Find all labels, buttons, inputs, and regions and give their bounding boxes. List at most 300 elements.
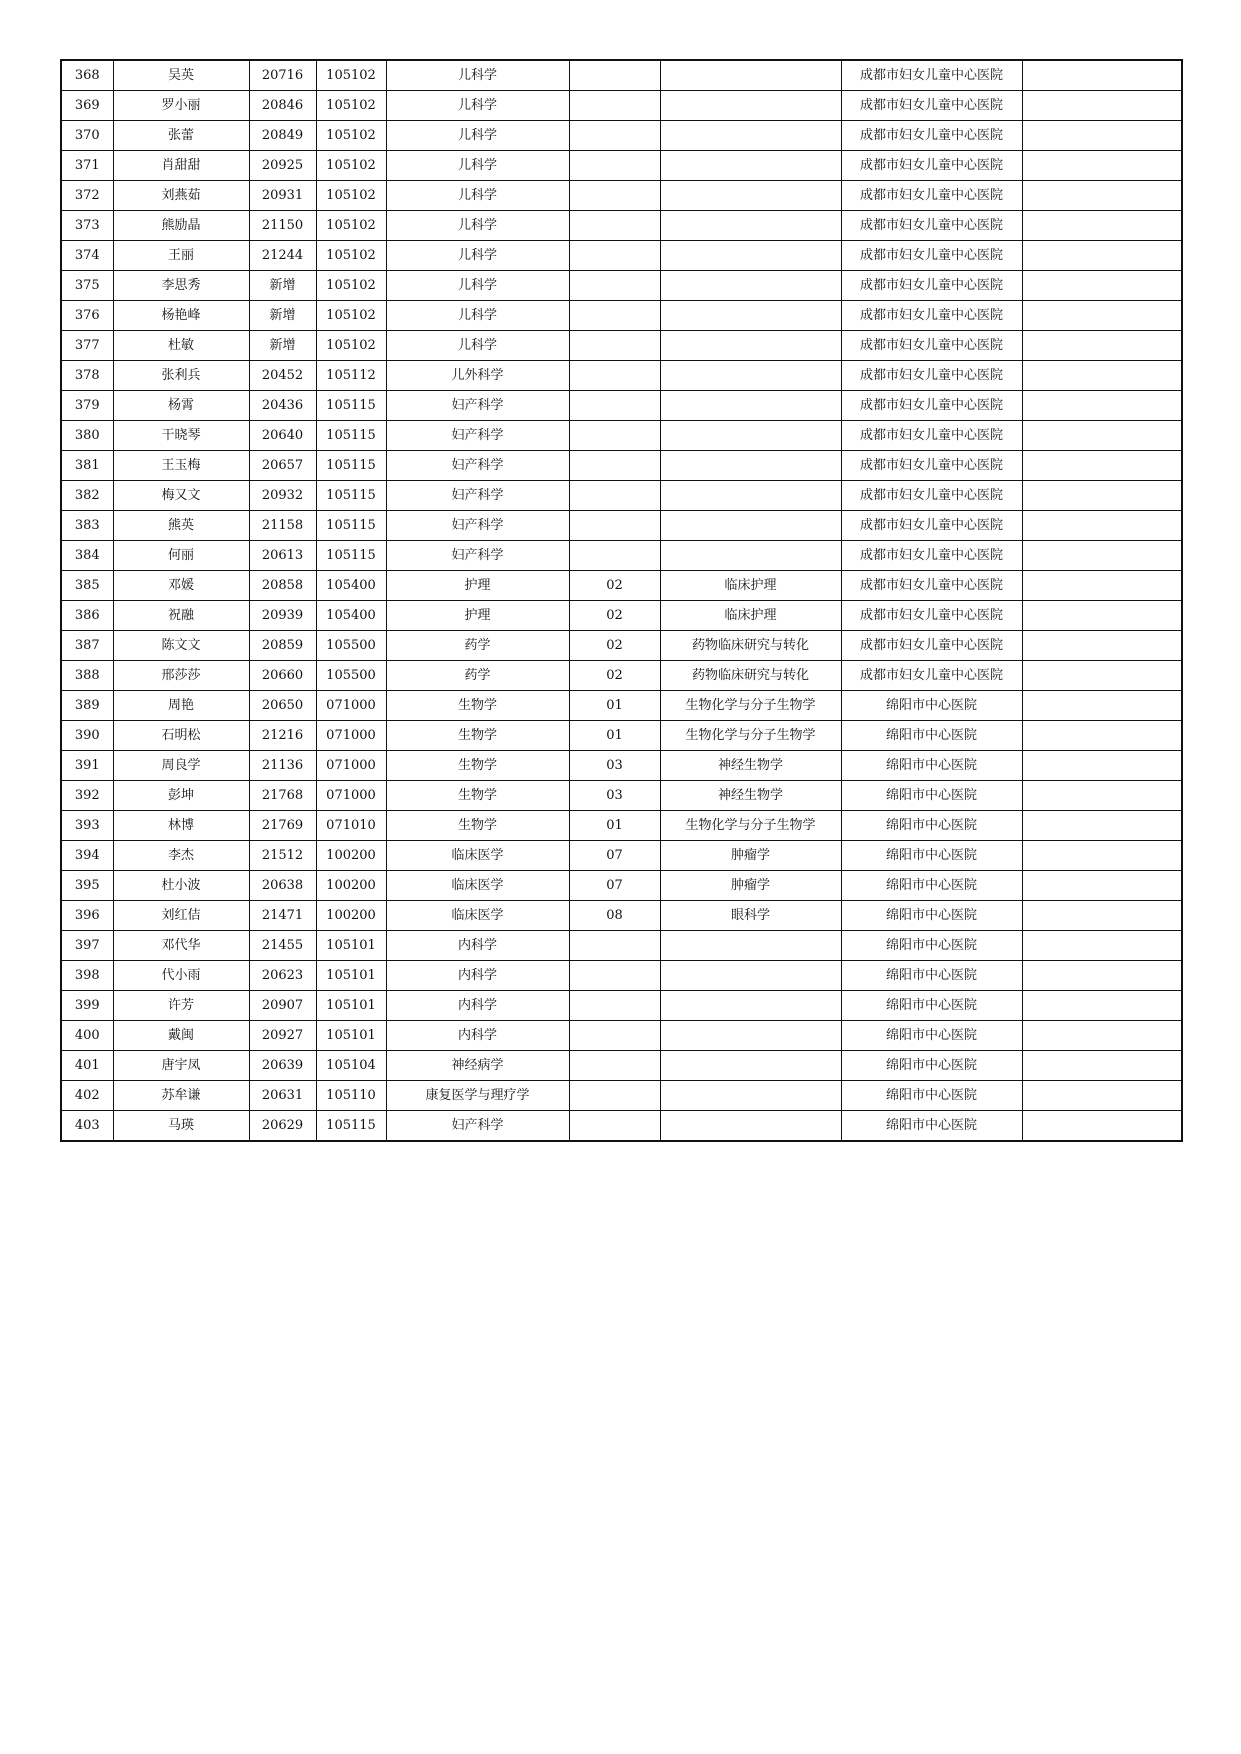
note-cell bbox=[1022, 961, 1182, 991]
institution-cell: 绵阳市中心医院 bbox=[841, 901, 1022, 931]
note-cell bbox=[1022, 60, 1182, 91]
institution-cell: 成都市妇女儿童中心医院 bbox=[841, 271, 1022, 301]
row-number-cell: 380 bbox=[61, 421, 113, 451]
direction-code-cell: 01 bbox=[569, 811, 660, 841]
major-code-cell: 105104 bbox=[316, 1051, 386, 1081]
direction-cell bbox=[660, 91, 841, 121]
direction-code-cell: 03 bbox=[569, 751, 660, 781]
direction-code-cell bbox=[569, 511, 660, 541]
direction-cell bbox=[660, 511, 841, 541]
institution-cell: 绵阳市中心医院 bbox=[841, 871, 1022, 901]
major-cell: 生物学 bbox=[386, 811, 569, 841]
institution-cell: 绵阳市中心医院 bbox=[841, 751, 1022, 781]
row-number-cell: 385 bbox=[61, 571, 113, 601]
major-cell: 生物学 bbox=[386, 721, 569, 751]
major-code-cell: 105102 bbox=[316, 91, 386, 121]
major-cell: 儿科学 bbox=[386, 91, 569, 121]
direction-cell bbox=[660, 931, 841, 961]
direction-cell: 神经生物学 bbox=[660, 781, 841, 811]
name-cell: 吴英 bbox=[113, 60, 249, 91]
direction-code-cell bbox=[569, 121, 660, 151]
direction-cell: 眼科学 bbox=[660, 901, 841, 931]
name-cell: 杨霄 bbox=[113, 391, 249, 421]
major-code-cell: 100200 bbox=[316, 841, 386, 871]
note-cell bbox=[1022, 511, 1182, 541]
institution-cell: 绵阳市中心医院 bbox=[841, 1111, 1022, 1142]
major-cell: 儿科学 bbox=[386, 181, 569, 211]
major-code-cell: 105115 bbox=[316, 481, 386, 511]
name-cell: 王玉梅 bbox=[113, 451, 249, 481]
direction-code-cell: 02 bbox=[569, 571, 660, 601]
institution-cell: 成都市妇女儿童中心医院 bbox=[841, 511, 1022, 541]
id-cell: 20638 bbox=[249, 871, 316, 901]
major-code-cell: 100200 bbox=[316, 901, 386, 931]
major-cell: 临床医学 bbox=[386, 841, 569, 871]
major-cell: 内科学 bbox=[386, 991, 569, 1021]
id-cell: 20631 bbox=[249, 1081, 316, 1111]
direction-code-cell bbox=[569, 541, 660, 571]
institution-cell: 绵阳市中心医院 bbox=[841, 961, 1022, 991]
row-number-cell: 402 bbox=[61, 1081, 113, 1111]
major-code-cell: 105102 bbox=[316, 121, 386, 151]
note-cell bbox=[1022, 391, 1182, 421]
table-row bbox=[61, 631, 1182, 661]
major-cell: 神经病学 bbox=[386, 1051, 569, 1081]
direction-cell: 药物临床研究与转化 bbox=[660, 631, 841, 661]
name-cell: 刘红佶 bbox=[113, 901, 249, 931]
note-cell bbox=[1022, 241, 1182, 271]
id-cell: 20436 bbox=[249, 391, 316, 421]
institution-cell: 成都市妇女儿童中心医院 bbox=[841, 331, 1022, 361]
name-cell: 陈文文 bbox=[113, 631, 249, 661]
row-number-cell: 389 bbox=[61, 691, 113, 721]
direction-code-cell: 01 bbox=[569, 691, 660, 721]
major-code-cell: 105102 bbox=[316, 181, 386, 211]
note-cell bbox=[1022, 331, 1182, 361]
major-code-cell: 105102 bbox=[316, 301, 386, 331]
name-cell: 肖甜甜 bbox=[113, 151, 249, 181]
major-cell: 儿外科学 bbox=[386, 361, 569, 391]
id-cell: 20907 bbox=[249, 991, 316, 1021]
major-cell: 妇产科学 bbox=[386, 1111, 569, 1142]
major-code-cell: 071000 bbox=[316, 691, 386, 721]
direction-cell bbox=[660, 331, 841, 361]
id-cell: 20623 bbox=[249, 961, 316, 991]
table-row bbox=[61, 1081, 1182, 1111]
major-cell: 药学 bbox=[386, 631, 569, 661]
name-cell: 罗小丽 bbox=[113, 91, 249, 121]
major-cell: 妇产科学 bbox=[386, 541, 569, 571]
major-code-cell: 105101 bbox=[316, 961, 386, 991]
table-row bbox=[61, 271, 1182, 301]
table-row bbox=[61, 421, 1182, 451]
major-cell: 儿科学 bbox=[386, 151, 569, 181]
institution-cell: 成都市妇女儿童中心医院 bbox=[841, 451, 1022, 481]
id-cell: 20932 bbox=[249, 481, 316, 511]
row-number-cell: 374 bbox=[61, 241, 113, 271]
direction-code-cell bbox=[569, 301, 660, 331]
id-cell: 20640 bbox=[249, 421, 316, 451]
table-row bbox=[61, 481, 1182, 511]
name-cell: 邢莎莎 bbox=[113, 661, 249, 691]
id-cell: 21136 bbox=[249, 751, 316, 781]
direction-code-cell bbox=[569, 151, 660, 181]
direction-code-cell: 07 bbox=[569, 871, 660, 901]
row-number-cell: 390 bbox=[61, 721, 113, 751]
table-row bbox=[61, 1111, 1182, 1142]
note-cell bbox=[1022, 991, 1182, 1021]
direction-cell: 临床护理 bbox=[660, 571, 841, 601]
major-cell: 临床医学 bbox=[386, 901, 569, 931]
row-number-cell: 373 bbox=[61, 211, 113, 241]
name-cell: 刘燕茹 bbox=[113, 181, 249, 211]
name-cell: 邓媛 bbox=[113, 571, 249, 601]
table-row bbox=[61, 601, 1182, 631]
row-number-cell: 376 bbox=[61, 301, 113, 331]
id-cell: 新增 bbox=[249, 301, 316, 331]
table-row bbox=[61, 331, 1182, 361]
major-cell: 儿科学 bbox=[386, 301, 569, 331]
row-number-cell: 369 bbox=[61, 91, 113, 121]
note-cell bbox=[1022, 661, 1182, 691]
row-number-cell: 395 bbox=[61, 871, 113, 901]
name-cell: 干晓琴 bbox=[113, 421, 249, 451]
note-cell bbox=[1022, 91, 1182, 121]
institution-cell: 绵阳市中心医院 bbox=[841, 931, 1022, 961]
note-cell bbox=[1022, 121, 1182, 151]
id-cell: 21244 bbox=[249, 241, 316, 271]
table-row bbox=[61, 361, 1182, 391]
row-number-cell: 397 bbox=[61, 931, 113, 961]
institution-cell: 成都市妇女儿童中心医院 bbox=[841, 151, 1022, 181]
name-cell: 李杰 bbox=[113, 841, 249, 871]
direction-code-cell bbox=[569, 961, 660, 991]
id-cell: 20650 bbox=[249, 691, 316, 721]
id-cell: 21216 bbox=[249, 721, 316, 751]
major-cell: 儿科学 bbox=[386, 121, 569, 151]
id-cell: 21769 bbox=[249, 811, 316, 841]
direction-cell: 肿瘤学 bbox=[660, 871, 841, 901]
id-cell: 20927 bbox=[249, 1021, 316, 1051]
major-code-cell: 105102 bbox=[316, 331, 386, 361]
direction-cell bbox=[660, 481, 841, 511]
note-cell bbox=[1022, 361, 1182, 391]
note-cell bbox=[1022, 841, 1182, 871]
direction-code-cell bbox=[569, 481, 660, 511]
table-row bbox=[61, 751, 1182, 781]
note-cell bbox=[1022, 421, 1182, 451]
roster-body bbox=[61, 60, 1182, 1141]
note-cell bbox=[1022, 571, 1182, 601]
name-cell: 周艳 bbox=[113, 691, 249, 721]
table-row bbox=[61, 1051, 1182, 1081]
row-number-cell: 401 bbox=[61, 1051, 113, 1081]
major-code-cell: 071000 bbox=[316, 721, 386, 751]
table-row bbox=[61, 391, 1182, 421]
direction-code-cell bbox=[569, 1051, 660, 1081]
table-row bbox=[61, 811, 1182, 841]
name-cell: 何丽 bbox=[113, 541, 249, 571]
major-cell: 儿科学 bbox=[386, 60, 569, 91]
table-row bbox=[61, 571, 1182, 601]
name-cell: 祝融 bbox=[113, 601, 249, 631]
note-cell bbox=[1022, 211, 1182, 241]
direction-cell bbox=[660, 961, 841, 991]
major-code-cell: 105500 bbox=[316, 661, 386, 691]
major-cell: 儿科学 bbox=[386, 331, 569, 361]
id-cell: 20657 bbox=[249, 451, 316, 481]
note-cell bbox=[1022, 751, 1182, 781]
direction-cell bbox=[660, 211, 841, 241]
major-code-cell: 105115 bbox=[316, 1111, 386, 1142]
table-row bbox=[61, 1021, 1182, 1051]
table-row bbox=[61, 511, 1182, 541]
note-cell bbox=[1022, 181, 1182, 211]
direction-cell bbox=[660, 1051, 841, 1081]
row-number-cell: 391 bbox=[61, 751, 113, 781]
direction-cell bbox=[660, 241, 841, 271]
major-code-cell: 105102 bbox=[316, 211, 386, 241]
note-cell bbox=[1022, 901, 1182, 931]
note-cell bbox=[1022, 721, 1182, 751]
table-row bbox=[61, 151, 1182, 181]
direction-cell bbox=[660, 451, 841, 481]
direction-code-cell: 01 bbox=[569, 721, 660, 751]
direction-cell bbox=[660, 121, 841, 151]
major-code-cell: 105115 bbox=[316, 391, 386, 421]
direction-code-cell: 02 bbox=[569, 601, 660, 631]
major-cell: 内科学 bbox=[386, 961, 569, 991]
note-cell bbox=[1022, 151, 1182, 181]
major-code-cell: 105115 bbox=[316, 541, 386, 571]
name-cell: 张蕾 bbox=[113, 121, 249, 151]
major-code-cell: 105112 bbox=[316, 361, 386, 391]
institution-cell: 成都市妇女儿童中心医院 bbox=[841, 661, 1022, 691]
institution-cell: 成都市妇女儿童中心医院 bbox=[841, 631, 1022, 661]
name-cell: 戴闽 bbox=[113, 1021, 249, 1051]
major-code-cell: 105102 bbox=[316, 60, 386, 91]
note-cell bbox=[1022, 811, 1182, 841]
table-row bbox=[61, 991, 1182, 1021]
table-row bbox=[61, 451, 1182, 481]
note-cell bbox=[1022, 871, 1182, 901]
institution-cell: 成都市妇女儿童中心医院 bbox=[841, 121, 1022, 151]
major-cell: 康复医学与理疗学 bbox=[386, 1081, 569, 1111]
id-cell: 21512 bbox=[249, 841, 316, 871]
institution-cell: 绵阳市中心医院 bbox=[841, 781, 1022, 811]
institution-cell: 成都市妇女儿童中心医院 bbox=[841, 421, 1022, 451]
institution-cell: 成都市妇女儿童中心医院 bbox=[841, 91, 1022, 121]
table-row bbox=[61, 871, 1182, 901]
institution-cell: 成都市妇女儿童中心医院 bbox=[841, 391, 1022, 421]
major-code-cell: 105400 bbox=[316, 571, 386, 601]
name-cell: 林博 bbox=[113, 811, 249, 841]
table-row bbox=[61, 931, 1182, 961]
row-number-cell: 396 bbox=[61, 901, 113, 931]
row-number-cell: 368 bbox=[61, 60, 113, 91]
row-number-cell: 387 bbox=[61, 631, 113, 661]
major-cell: 妇产科学 bbox=[386, 511, 569, 541]
major-code-cell: 105115 bbox=[316, 511, 386, 541]
row-number-cell: 371 bbox=[61, 151, 113, 181]
name-cell: 周良学 bbox=[113, 751, 249, 781]
name-cell: 杨艳峰 bbox=[113, 301, 249, 331]
id-cell: 20846 bbox=[249, 91, 316, 121]
table-row bbox=[61, 181, 1182, 211]
name-cell: 梅又文 bbox=[113, 481, 249, 511]
major-cell: 儿科学 bbox=[386, 271, 569, 301]
institution-cell: 成都市妇女儿童中心医院 bbox=[841, 301, 1022, 331]
major-code-cell: 105102 bbox=[316, 241, 386, 271]
direction-code-cell bbox=[569, 991, 660, 1021]
major-code-cell: 105115 bbox=[316, 421, 386, 451]
direction-code-cell bbox=[569, 181, 660, 211]
name-cell: 张利兵 bbox=[113, 361, 249, 391]
major-code-cell: 105101 bbox=[316, 931, 386, 961]
major-code-cell: 105101 bbox=[316, 991, 386, 1021]
note-cell bbox=[1022, 1111, 1182, 1142]
row-number-cell: 372 bbox=[61, 181, 113, 211]
direction-cell: 神经生物学 bbox=[660, 751, 841, 781]
institution-cell: 成都市妇女儿童中心医院 bbox=[841, 601, 1022, 631]
major-code-cell: 105101 bbox=[316, 1021, 386, 1051]
direction-cell bbox=[660, 391, 841, 421]
direction-code-cell: 03 bbox=[569, 781, 660, 811]
note-cell bbox=[1022, 781, 1182, 811]
major-code-cell: 105500 bbox=[316, 631, 386, 661]
id-cell: 20660 bbox=[249, 661, 316, 691]
row-number-cell: 394 bbox=[61, 841, 113, 871]
row-number-cell: 388 bbox=[61, 661, 113, 691]
institution-cell: 绵阳市中心医院 bbox=[841, 811, 1022, 841]
row-number-cell: 393 bbox=[61, 811, 113, 841]
major-cell: 儿科学 bbox=[386, 241, 569, 271]
note-cell bbox=[1022, 271, 1182, 301]
institution-cell: 绵阳市中心医院 bbox=[841, 691, 1022, 721]
direction-cell bbox=[660, 991, 841, 1021]
direction-code-cell: 07 bbox=[569, 841, 660, 871]
direction-cell bbox=[660, 1021, 841, 1051]
direction-code-cell bbox=[569, 271, 660, 301]
direction-cell bbox=[660, 1111, 841, 1142]
major-cell: 生物学 bbox=[386, 691, 569, 721]
institution-cell: 成都市妇女儿童中心医院 bbox=[841, 541, 1022, 571]
name-cell: 彭坤 bbox=[113, 781, 249, 811]
direction-code-cell: 08 bbox=[569, 901, 660, 931]
major-code-cell: 071000 bbox=[316, 781, 386, 811]
table-row bbox=[61, 691, 1182, 721]
id-cell: 21150 bbox=[249, 211, 316, 241]
direction-cell bbox=[660, 60, 841, 91]
institution-cell: 绵阳市中心医院 bbox=[841, 721, 1022, 751]
row-number-cell: 398 bbox=[61, 961, 113, 991]
note-cell bbox=[1022, 451, 1182, 481]
table-row bbox=[61, 721, 1182, 751]
table-row bbox=[61, 961, 1182, 991]
table-row bbox=[61, 211, 1182, 241]
direction-code-cell: 02 bbox=[569, 631, 660, 661]
id-cell: 新增 bbox=[249, 331, 316, 361]
id-cell: 20931 bbox=[249, 181, 316, 211]
direction-code-cell bbox=[569, 1081, 660, 1111]
row-number-cell: 392 bbox=[61, 781, 113, 811]
direction-code-cell bbox=[569, 60, 660, 91]
institution-cell: 绵阳市中心医院 bbox=[841, 1051, 1022, 1081]
major-cell: 药学 bbox=[386, 661, 569, 691]
id-cell: 21158 bbox=[249, 511, 316, 541]
table-row bbox=[61, 91, 1182, 121]
major-code-cell: 071000 bbox=[316, 751, 386, 781]
institution-cell: 成都市妇女儿童中心医院 bbox=[841, 60, 1022, 91]
institution-cell: 成都市妇女儿童中心医院 bbox=[841, 181, 1022, 211]
table-row bbox=[61, 241, 1182, 271]
direction-cell bbox=[660, 151, 841, 181]
name-cell: 石明松 bbox=[113, 721, 249, 751]
institution-cell: 绵阳市中心医院 bbox=[841, 991, 1022, 1021]
name-cell: 代小雨 bbox=[113, 961, 249, 991]
roster-table bbox=[60, 59, 1183, 1142]
major-code-cell: 105102 bbox=[316, 271, 386, 301]
major-cell: 内科学 bbox=[386, 931, 569, 961]
id-cell: 新增 bbox=[249, 271, 316, 301]
note-cell bbox=[1022, 1021, 1182, 1051]
row-number-cell: 399 bbox=[61, 991, 113, 1021]
direction-cell: 药物临床研究与转化 bbox=[660, 661, 841, 691]
id-cell: 21768 bbox=[249, 781, 316, 811]
row-number-cell: 375 bbox=[61, 271, 113, 301]
table-row bbox=[61, 901, 1182, 931]
name-cell: 李思秀 bbox=[113, 271, 249, 301]
name-cell: 邓代华 bbox=[113, 931, 249, 961]
note-cell bbox=[1022, 631, 1182, 661]
direction-cell bbox=[660, 361, 841, 391]
table-row bbox=[61, 661, 1182, 691]
direction-cell: 生物化学与分子生物学 bbox=[660, 691, 841, 721]
direction-cell bbox=[660, 1081, 841, 1111]
major-cell: 妇产科学 bbox=[386, 421, 569, 451]
direction-code-cell bbox=[569, 211, 660, 241]
direction-code-cell bbox=[569, 931, 660, 961]
table-row bbox=[61, 121, 1182, 151]
major-code-cell: 105115 bbox=[316, 451, 386, 481]
row-number-cell: 382 bbox=[61, 481, 113, 511]
row-number-cell: 384 bbox=[61, 541, 113, 571]
institution-cell: 绵阳市中心医院 bbox=[841, 841, 1022, 871]
direction-code-cell bbox=[569, 361, 660, 391]
id-cell: 20939 bbox=[249, 601, 316, 631]
note-cell bbox=[1022, 541, 1182, 571]
name-cell: 熊励晶 bbox=[113, 211, 249, 241]
major-cell: 生物学 bbox=[386, 781, 569, 811]
direction-cell: 生物化学与分子生物学 bbox=[660, 721, 841, 751]
note-cell bbox=[1022, 1081, 1182, 1111]
institution-cell: 成都市妇女儿童中心医院 bbox=[841, 361, 1022, 391]
direction-cell bbox=[660, 421, 841, 451]
major-cell: 妇产科学 bbox=[386, 481, 569, 511]
major-code-cell: 105102 bbox=[316, 151, 386, 181]
direction-cell bbox=[660, 271, 841, 301]
direction-cell: 生物化学与分子生物学 bbox=[660, 811, 841, 841]
note-cell bbox=[1022, 301, 1182, 331]
direction-code-cell bbox=[569, 91, 660, 121]
name-cell: 苏牟谦 bbox=[113, 1081, 249, 1111]
id-cell: 20716 bbox=[249, 60, 316, 91]
name-cell: 杜小波 bbox=[113, 871, 249, 901]
direction-cell bbox=[660, 301, 841, 331]
table-row bbox=[61, 301, 1182, 331]
major-cell: 护理 bbox=[386, 571, 569, 601]
major-code-cell: 105110 bbox=[316, 1081, 386, 1111]
